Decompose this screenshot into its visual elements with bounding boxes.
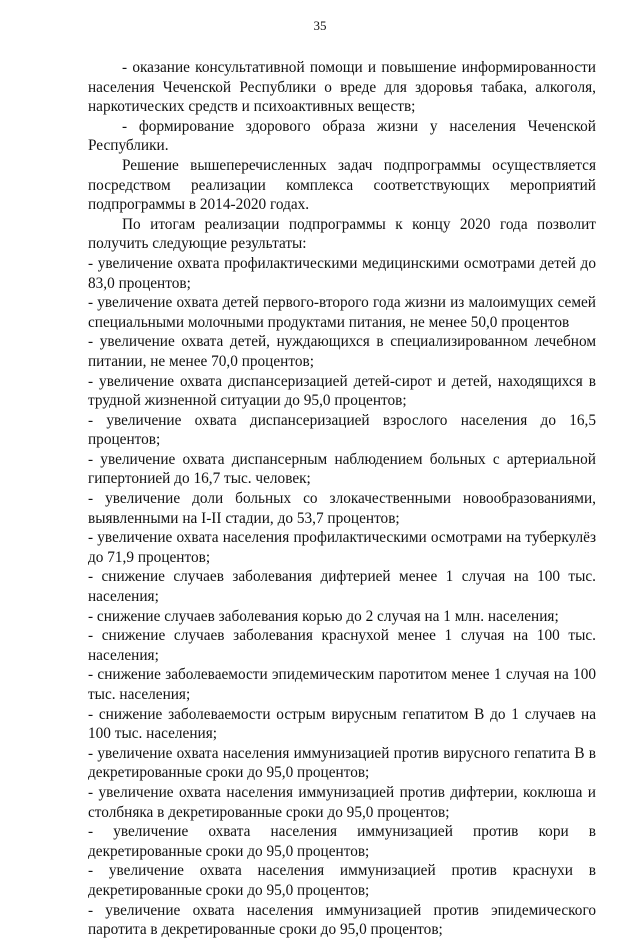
paragraph: По итогам реализации подпрограммы к концу 2020 года позволит получить следующие результаты: xyxy=(88,215,596,253)
result-list-item: - снижение случаев заболевания дифтерией менее 1 случая на 100 тыс. населения; xyxy=(88,568,596,606)
result-list-item: - увеличение доли больных со злокачественными новообразованиями, выявленными на I-II стадии, до 53,7 процентов; xyxy=(88,490,596,527)
result-list-item: - снижение заболеваемости эпидемическим паротитом менее 1 случая на 100 тыс. населения; xyxy=(88,666,596,703)
paragraph: - формирование здорового образа жизни у населения Чеченской Республики. xyxy=(88,117,596,155)
result-list-item: - увеличение охвата населения иммунизацией против дифтерии, коклюша и столбняка в декретированные сроки до 95,0 процентов; xyxy=(88,783,596,821)
result-list-item: - снижение заболеваемости острым вирусным гепатитом В до 1 случаев на 100 тыс. населения; xyxy=(88,705,596,743)
paragraph: Решение вышеперечисленных задач подпрограммы осуществляется посредством реализации комплекса соответствующих мероприятий подпрограммы в 2014-2020 годах. xyxy=(88,156,596,214)
body-text xyxy=(88,58,596,940)
result-list-item: - снижение случаев заболевания корью до 2 случая на 1 млн. населения; xyxy=(88,607,559,625)
result-list-item: - увеличение охвата детей первого-второго года жизни из малоимущих семей специальными молочными продуктами питания, не менее 50,0 процентов xyxy=(88,294,596,331)
result-list-item: - увеличение охвата населения иммунизацией против кори в декретированные сроки до 95,0 процентов; xyxy=(88,823,596,860)
result-list-item: - увеличение охвата населения иммунизацией против краснухи в декретированные сроки до 95,0 процентов; xyxy=(88,862,596,899)
result-list-item: - снижение случаев заболевания краснухой менее 1 случая на 100 тыс. населения; xyxy=(88,627,596,664)
page-number: 35 xyxy=(313,18,327,33)
result-list-item: - увеличение охвата населения иммунизацией против вирусного гепатита В в декретированные сроки до 95,0 процентов; xyxy=(88,744,596,782)
result-list-item: - увеличение охвата диспансеризацией взрослого населения до 16,5 процентов; xyxy=(88,411,596,449)
result-list-item: - увеличение охвата населения иммунизацией против эпидемического паротита в декретированные сроки до 95,0 процентов; xyxy=(88,901,596,939)
result-list-item: - увеличение охвата диспансерным наблюдением больных с артериальной гипертонией до 16,7 тыс. человек; xyxy=(88,450,596,488)
result-list-item: - увеличение охвата населения профилактическими осмотрами на туберкулёз до 71,9 процентов; xyxy=(88,529,596,566)
result-list-item: - увеличение охвата профилактическими медицинскими осмотрами детей до 83,0 процентов; xyxy=(88,254,596,292)
result-list-item: - увеличение охвата детей, нуждающихся в специализированном лечебном питании, не менее 70,0 процентов; xyxy=(88,333,596,370)
result-list-item: - увеличение охвата диспансеризацией детей-сирот и детей, находящихся в трудной жизненной ситуации до 95,0 процентов; xyxy=(88,372,596,410)
paragraph: - оказание консультативной помощи и повышение информированности населения Чеченской Республики о вреде для здоровья табака, алкоголя, наркотических средств и психоактивных веществ; xyxy=(88,59,596,116)
